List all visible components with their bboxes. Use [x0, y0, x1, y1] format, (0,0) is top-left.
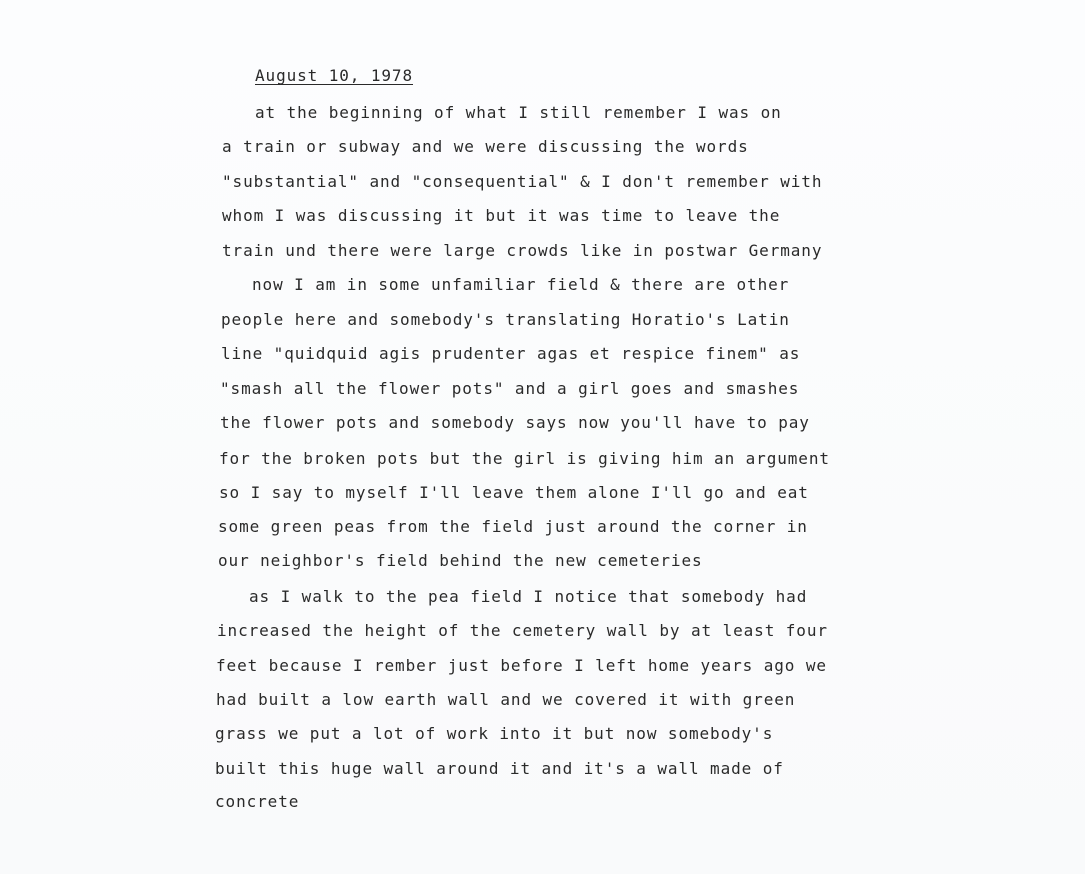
- text-line: train und there were large crowds like in postwar Germany: [222, 241, 823, 260]
- text-line: whom I was discussing it but it was time to leave the: [222, 206, 781, 225]
- text-line: line "quidquid agis prudenter agas et respice finem" as: [221, 344, 801, 363]
- text-line: a train or subway and we were discussing the words: [222, 137, 749, 156]
- document-date: August 10, 1978: [255, 66, 413, 85]
- text-line: some green peas from the field just around the corner in: [218, 517, 808, 536]
- text-line: built this huge wall around it and it's a wall made of: [215, 759, 784, 778]
- text-line: "substantial" and "consequential" & I don't remember with: [222, 172, 823, 191]
- text-line: our neighbor's field behind the new cemeteries: [218, 551, 703, 570]
- text-line: so I say to myself I'll leave them alone I'll go and eat: [219, 483, 809, 502]
- text-line: feet because I rember just before I left home years ago we: [216, 656, 827, 675]
- text-line: increased the height of the cemetery wall by at least four: [217, 621, 828, 640]
- text-line: now I am in some unfamiliar field & there are other: [252, 275, 790, 294]
- text-line: "smash all the flower pots" and a girl goes and smashes: [220, 379, 800, 398]
- text-line: the flower pots and somebody says now you'll have to pay: [220, 413, 810, 432]
- text-line: as I walk to the pea field I notice that somebody had: [249, 587, 808, 606]
- text-line: people here and somebody's translating Horatio's Latin: [221, 310, 790, 329]
- text-line: concrete: [215, 792, 300, 811]
- text-line: had built a low earth wall and we covered it with green: [216, 690, 796, 709]
- text-line: at the beginning of what I still remember I was on: [255, 103, 782, 122]
- text-line: grass we put a lot of work into it but now somebody's: [215, 724, 774, 743]
- text-line: for the broken pots but the girl is giving him an argument: [219, 449, 830, 468]
